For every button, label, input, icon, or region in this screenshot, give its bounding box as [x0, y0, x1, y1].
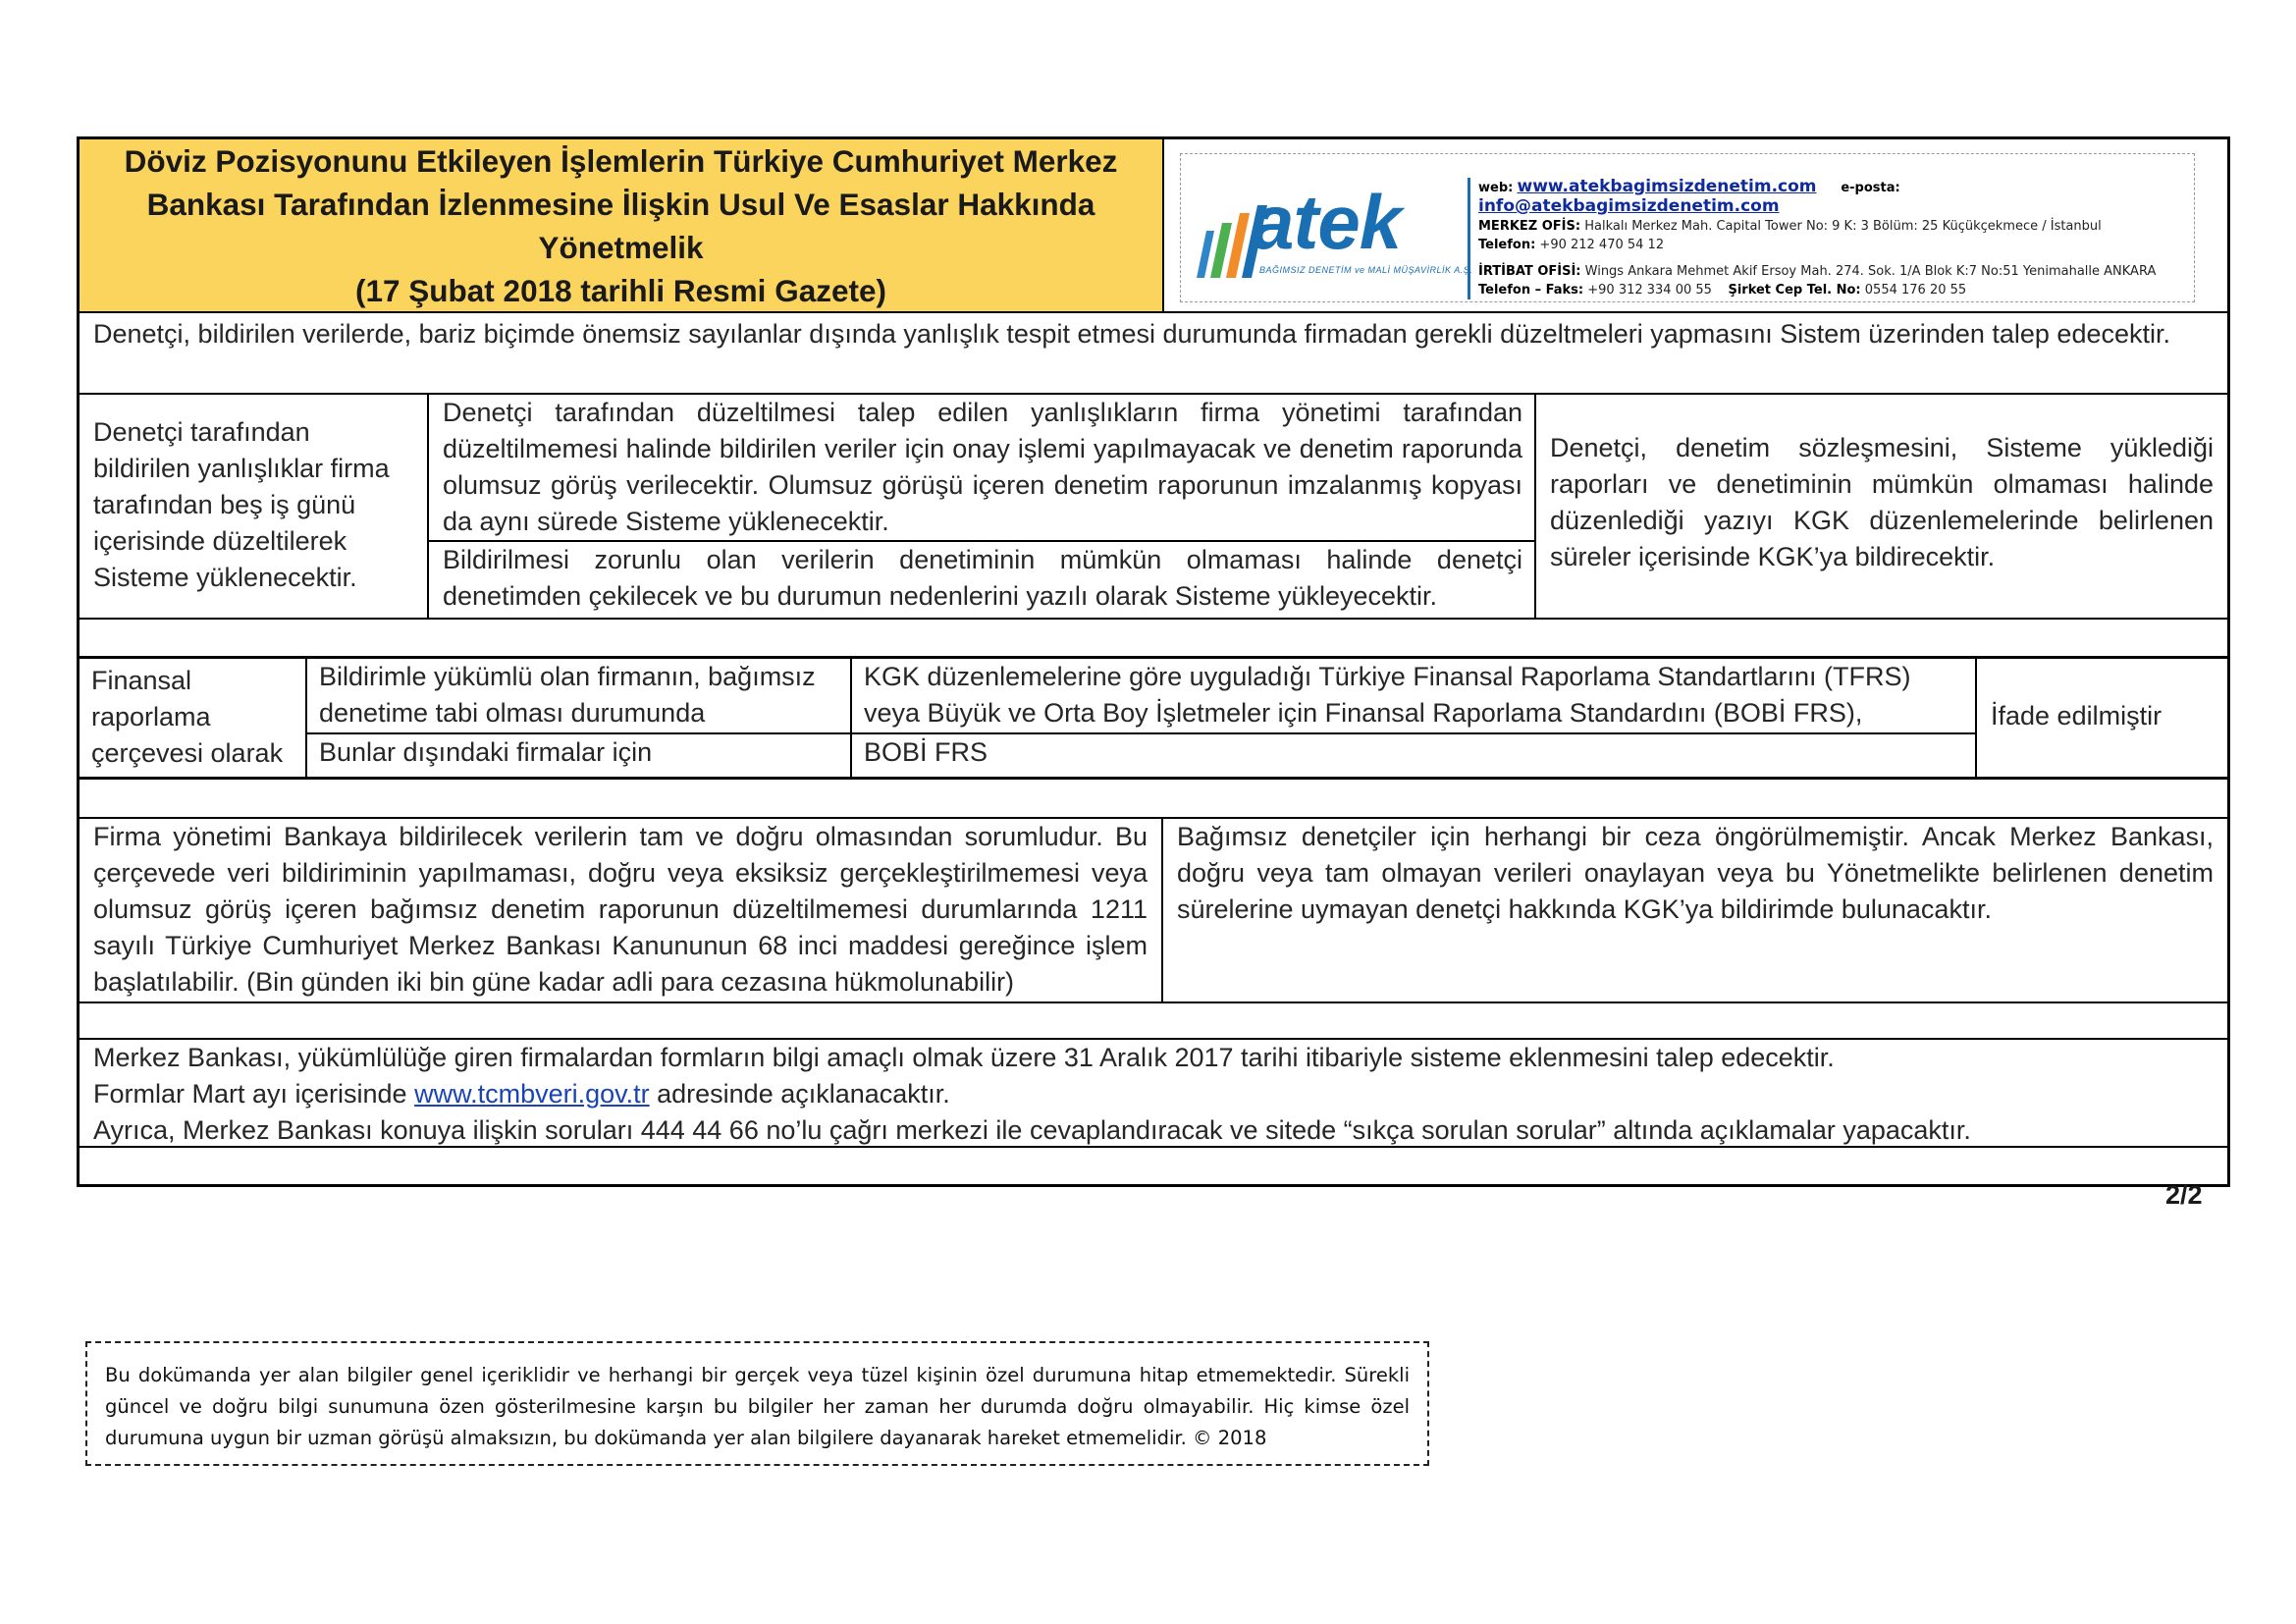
- contact-info: [1468, 178, 2195, 299]
- correction-deadline-cell: Denetçi tarafından bildirilen yanlışlıklar firma tarafından beş iş günü içerisinde düzeltilerek Sisteme yüklenecektir.: [80, 395, 429, 618]
- closing-line-2: Formlar Mart ayı içerisinde www.tcmbveri.gov.tr adresinde açıklanacaktır.: [93, 1079, 950, 1109]
- correction-consequence-cell: [429, 395, 1536, 618]
- document-table: [77, 136, 2230, 1187]
- closing-line-1: Merkez Bankası, yükümlülüğe giren firmalardan formların bilgi amaçlı olmak üzere 31 Aralık 2017 tarihi itibariyle sisteme eklenmesini talep edecektir.: [93, 1043, 1835, 1072]
- framework-condition-audited: Bildirimle yükümlü olan firmanın, bağımsız denetime tabi olması durumunda: [307, 659, 852, 732]
- document-title: [80, 139, 1164, 311]
- framework-standard-other: BOBİ FRS: [864, 737, 988, 767]
- framework-standard-audited: KGK düzenlemelerine göre uyguladığı Türkiye Finansal Raporlama Standartlarını (TFRS) veya Büyük ve Orta Boy İşletmeler için Finansal Raporlama Standardını (BOBİ FRS),: [864, 662, 1911, 728]
- hq-label: MERKEZ OFİS:: [1478, 219, 1581, 234]
- spacer-row: [80, 1003, 2227, 1040]
- kgk-notification-cell: Denetçi, denetim sözleşmesini, Sisteme yüklediği raporları ve denetiminin mümkün olmaması halinde düzenlediği yazıyı KGK düzenlemelerinde belirlenen süreler içerisinde KGK’ya bildirecektir.: [1550, 433, 2214, 571]
- logo-subtitle: BAĞIMSIZ DENETİM ve MALİ MÜŞAVİRLİK A.Ş.: [1259, 265, 1473, 275]
- tcmb-link[interactable]: www.tcmbveri.gov.tr: [414, 1079, 650, 1109]
- contact-office-address: Wings Ankara Mehmet Akif Ersoy Mah. 274. Sok. 1/A Blok K:7 No:51 Yenimahalle ANKARA: [1584, 264, 2157, 279]
- title-line: Döviz Pozisyonunu Etkileyen İşlemlerin Türkiye Cumhuriyet Merkez: [124, 143, 1118, 179]
- hq-address: Halkalı Merkez Mah. Capital Tower No: 9 K: 3 Bölüm: 25 Küçükçekmece / İstanbul: [1584, 219, 2102, 234]
- framework-condition-other: Bunlar dışındaki firmalar için: [307, 734, 852, 777]
- fax-number: +90 312 334 00 55: [1587, 283, 1712, 298]
- disclaimer-box: Bu dokümanda yer alan bilgiler genel içeriklidir ve herhangi bir gerçek veya tüzel kişinin özel durumuna hitap etmemektedir. Sürekli güncel ve doğru bilgi sunumuna özen gösterilmesine karşın bu bilgiler her zaman her durumda doğru olmayabilir. Hiç kimse özel durumuna uygun bir uzman görüşü almaksızın, bu dokümanda yer alan bilgilere dayanarak hareket etmemelidir. © 2018: [85, 1341, 1429, 1466]
- closing-row: [80, 1040, 2227, 1148]
- audit-withdrawal-text: Bildirilmesi zorunlu olan verilerin denetiminin mümkün olmaması halinde denetçi denetimden çekilecek ve bu durumun nedenlerini yazılı olarak Sisteme yükleyecektir.: [443, 545, 1522, 611]
- hq-phone-label: Telefon:: [1478, 238, 1536, 252]
- header-row: [80, 139, 2227, 313]
- spacer-row: [80, 1148, 2227, 1184]
- penalties-row: [80, 819, 2227, 1003]
- contact-office-label: İRTİBAT OFİSİ:: [1478, 264, 1581, 279]
- email-label: e-posta:: [1841, 181, 1900, 195]
- uncorrected-errors-text: Denetçi tarafından düzeltilmesi talep edilen yanlışlıkların firma yönetimi tarafından düzeltilmemesi halinde bildirilen veriler için onay işlemi yapılmayacak ve denetim raporunda olumsuz görüş verilecektir. Olumsuz görüşü içeren denetim raporunun imzalanmış kopyası da aynı sürede Sisteme yüklenecektir.: [429, 395, 1534, 542]
- auditor-penalty-cell: Bağımsız denetçiler için herhangi bir ceza öngörülmemiştir. Ancak Merkez Bankası, doğru veya tam olmayan verileri onaylayan veya bu Yönetmelikte belirlenen denetim sürelerine uymayan denetçi hakkında KGK’ya bildirimde bulunacaktır.: [1177, 822, 2214, 924]
- framework-conditions: [307, 659, 1977, 777]
- page-number: 2/2: [2165, 1180, 2203, 1210]
- intro-row: [80, 313, 2227, 395]
- web-link[interactable]: www.atekbagimsizdenetim.com: [1517, 177, 1817, 196]
- mobile-label: Şirket Cep Tel. No:: [1728, 283, 1861, 298]
- company-banner: [1180, 153, 2195, 302]
- mobile-number: 0554 176 20 55: [1864, 283, 1967, 298]
- closing-line-3: Ayrıca, Merkez Bankası konuya ilişkin soruları 444 44 66 no’lu çağrı merkezi ile cevaplandıracak ve sitede “sıkça sorulan sorular” altında açıklamalar yapacaktır.: [93, 1115, 1971, 1145]
- title-line: Bankası Tarafından İzlenmesine İlişkin Usul Ve Esaslar Hakkında: [146, 187, 1095, 222]
- corrections-row: [80, 395, 2227, 620]
- firm-penalty-cell: Firma yönetimi Bankaya bildirilecek verilerin tam ve doğru olmasından sorumludur. Bu çerçevede veri bildiriminin yapılmaması, doğru veya eksiksiz gerçekleştirilmemesi veya olumsuz görüş içeren bağımsız denetim raporunun düzeltilmemesi durumlarında 1211 sayılı Türkiye Cumhuriyet Merkez Bankası Kanununun 68 inci maddesi gereğince işlem başlatılabilir. (Bin günden iki bin güne kadar adli para cezasına hükmolunabilir): [80, 819, 1163, 1001]
- framework-label: Finansal raporlama çerçevesi olarak: [80, 659, 307, 777]
- web-label: web:: [1478, 181, 1514, 195]
- fax-label: Telefon – Faks:: [1478, 283, 1584, 298]
- spacer-row: [80, 780, 2227, 819]
- framework-row: [80, 656, 2227, 780]
- logo-wordmark: atek: [1252, 179, 1402, 265]
- logo-cell: [1164, 139, 2227, 311]
- intro-text: Denetçi, bildirilen verilerde, bariz biçimde önemsiz sayılanlar dışında yanlışlık tespit etmesi durumunda firmadan gerekli düzeltmeleri yapmasını Sistem üzerinden talep edecektir.: [93, 319, 2170, 349]
- title-line: Yönetmelik: [538, 230, 704, 265]
- spacer-row: [80, 620, 2227, 656]
- title-line: (17 Şubat 2018 tarihli Resmi Gazete): [355, 273, 886, 308]
- framework-result: İfade edilmiştir: [1991, 701, 2163, 731]
- hq-phone: +90 212 470 54 12: [1539, 238, 1665, 252]
- email-link[interactable]: info@atekbagimsizdenetim.com: [1478, 196, 1780, 216]
